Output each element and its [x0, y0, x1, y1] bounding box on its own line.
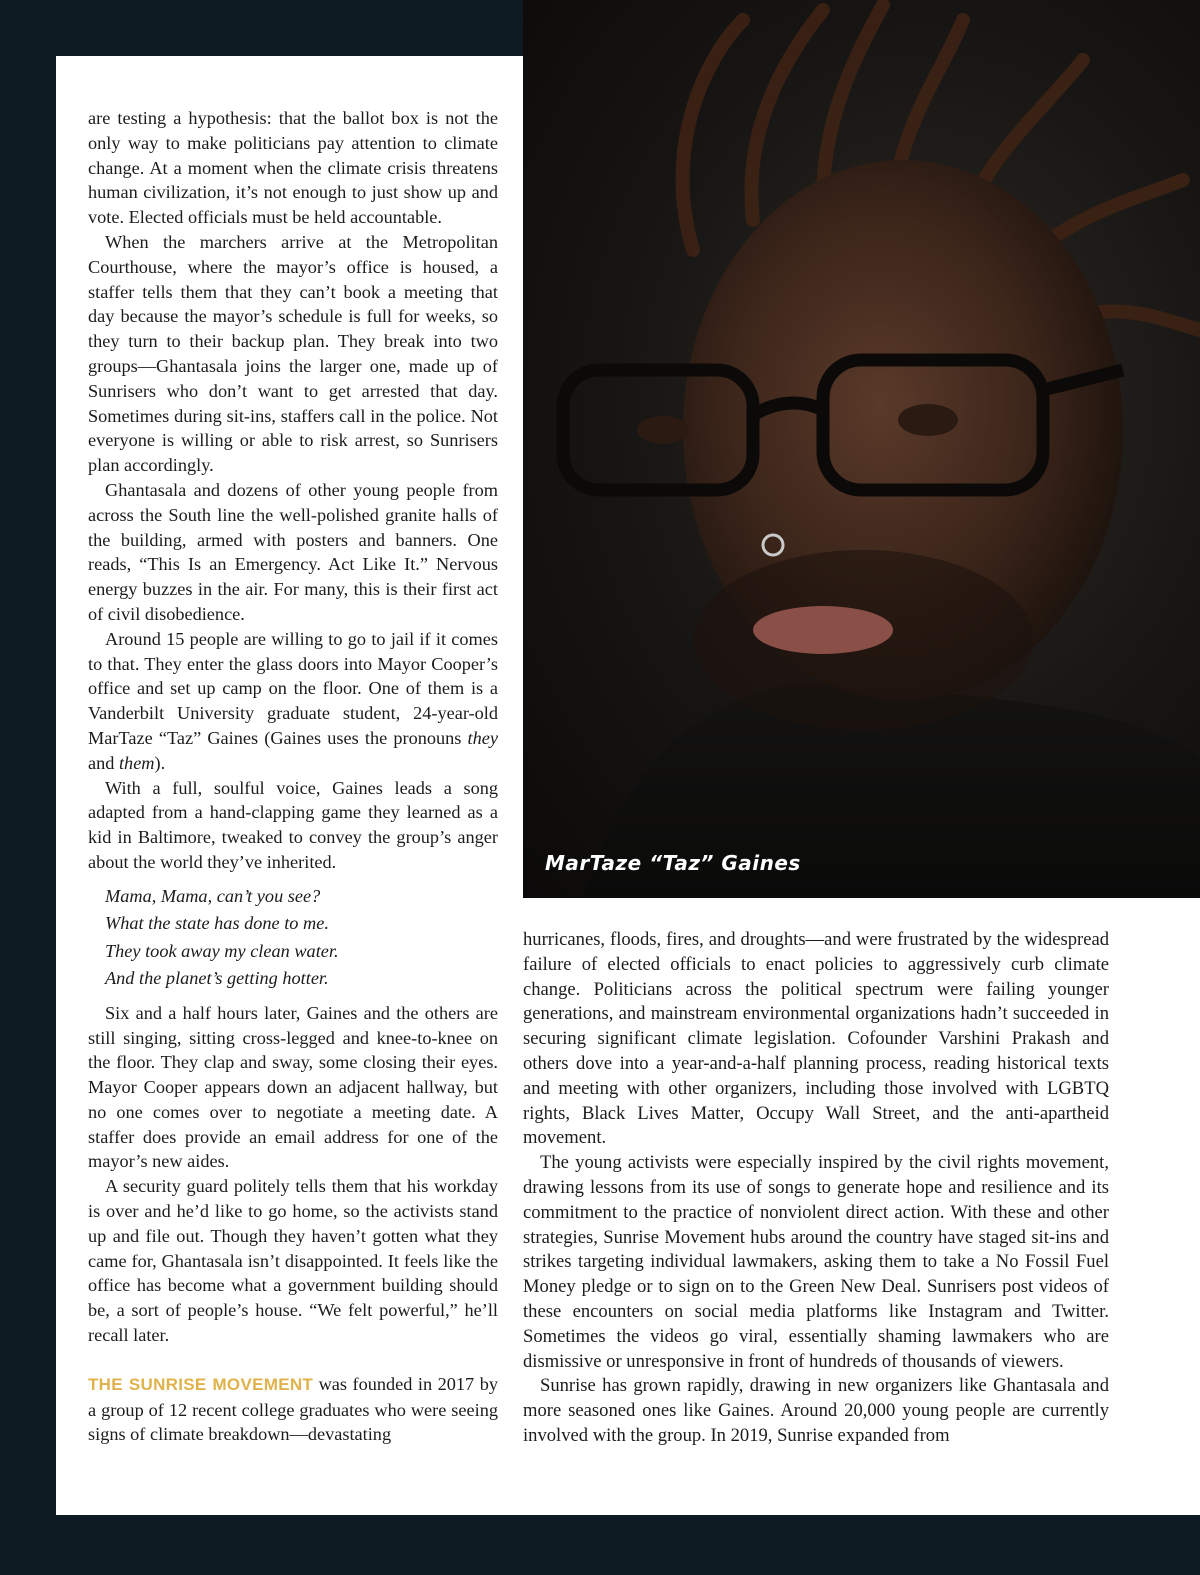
paragraph-text: Around 15 people are willing to go to jail if it comes to that. They enter the glass doors into Mayor Cooper’s office and set up camp on the floor. One of them is a Vanderbilt University graduate student, 24-year-old MarTaze “Taz” Gaines (Gaines uses the pronouns	[88, 628, 498, 748]
paragraph: When the marchers arrive at the Metropolitan Courthouse, where the mayor’s office is housed, a staffer tells them that they can’t book a meeting that day because the mayor’s schedule is full for weeks, so they turn to their backup plan. They break into two groups—Ghantasala joins the larger one, made up of Sunrisers who don’t want to get arrested that day. Sometimes during sit-ins, staffers call in the police. Not everyone is willing or able to risk arrest, so Sunrisers plan accordingly.	[88, 231, 498, 476]
lyric-line: Mama, Mama, can’t you see?	[105, 885, 321, 906]
song-lyrics	[105, 883, 498, 993]
eye-left	[637, 416, 689, 444]
paragraph: With a full, soulful voice, Gaines leads a song adapted from a hand-clapping game they learned as a kid in Baltimore, tweaked to convey the group’s anger about the world they’ve inherited.	[88, 777, 498, 872]
paragraph-text: and	[88, 752, 119, 773]
paragraph: The young activists were especially inspired by the civil rights movement, drawing lessons from its use of songs to generate hope and resilience and its commitment to the practice of nonviolent direct action. With these and other strategies, Sunrise Movement hubs around the country have staged sit-ins and strikes targeting individual lawmakers, asking them to take a No Fossil Fuel Money pledge or to sign on to the Green New Deal. Sunrisers post videos of these encounters on social media platforms like Instagram and Twitter. Sometimes the videos go viral, essentially shaming lawmakers who are dismissive or unresponsive in front of hundreds of thousands of viewers.	[523, 1152, 1109, 1372]
lips-shape	[753, 606, 893, 654]
portrait-photo	[523, 0, 1200, 898]
section-lead-in: THE SUNRISE MOVEMENT	[88, 1374, 314, 1394]
paragraph: Ghantasala and dozens of other young people from across the South line the well-polished granite halls of the building, armed with posters and banners. One reads, “This Is an Emergency. Act Like It.” Nervous energy buzzes in the air. For many, this is their first act of civil disobedience.	[88, 479, 498, 624]
eye-right	[898, 404, 958, 436]
portrait-illustration	[523, 0, 1200, 898]
paragraph	[88, 627, 498, 776]
lyric-line: And the planet’s getting hotter.	[105, 968, 329, 989]
paragraph-text: ).	[154, 752, 166, 773]
article-column-left	[88, 106, 498, 1447]
paragraph: A security guard politely tells them that his workday is over and he’d like to go home, so the activists stand up and file out. Though they haven’t gotten what they came for, Ghantasala isn’t disappointed. It feels like the office has become what a government building should be, a sort of people’s house. “We felt powerful,” he’ll recall later.	[88, 1176, 498, 1346]
section-gap	[88, 1348, 498, 1372]
photo-caption: MarTaze “Taz” Gaines	[545, 851, 801, 875]
section-paragraph	[88, 1372, 498, 1447]
pronoun-them: them	[118, 752, 155, 773]
paragraph-text: was founded in 2017 by a group of 12 recent college graduates who were seeing signs of climate breakdown—devastating	[88, 1373, 498, 1445]
pronoun-they: they	[467, 727, 498, 748]
paragraph: Six and a half hours later, Gaines and the others are still singing, sitting cross-legged and knee-to-knee on the floor. They clap and sway, some closing their eyes. Mayor Cooper appears down an adjacent hallway, but no one comes over to negotiate a meeting date. A staffer does provide an email address for one of the mayor’s new aides.	[88, 1002, 498, 1172]
paragraph: Sunrise has grown rapidly, drawing in new organizers like Ghantasala and more seasoned ones like Gaines. Around 20,000 young people are currently involved with the group. In 2019, Sunrise expanded from	[523, 1375, 1109, 1446]
paragraph: are testing a hypothesis: that the ballot box is not the only way to make politicians pay attention to climate change. At a moment when the climate crisis threatens human civilization, it’s not enough to just show up and vote. Elected officials must be held accountable.	[88, 108, 498, 228]
lyric-line: What the state has done to me.	[105, 913, 329, 934]
lyric-line: They took away my clean water.	[105, 940, 339, 961]
article-column-right	[523, 928, 1109, 1449]
paragraph: hurricanes, floods, fires, and droughts—and were frustrated by the widespread failure of elected officials to enact policies to aggressively curb climate change. Politicians across the political spectrum were failing younger generations, and mainstream environmental organizations hadn’t succeeded in securing significant climate legislation. Cofounder Varshini Prakash and others dove into a year-and-a-half planning process, reading historical texts and meeting with other organizers, including those involved with LGBTQ rights, Black Lives Matter, Occupy Wall Street, and the anti-apartheid movement.	[523, 929, 1109, 1149]
